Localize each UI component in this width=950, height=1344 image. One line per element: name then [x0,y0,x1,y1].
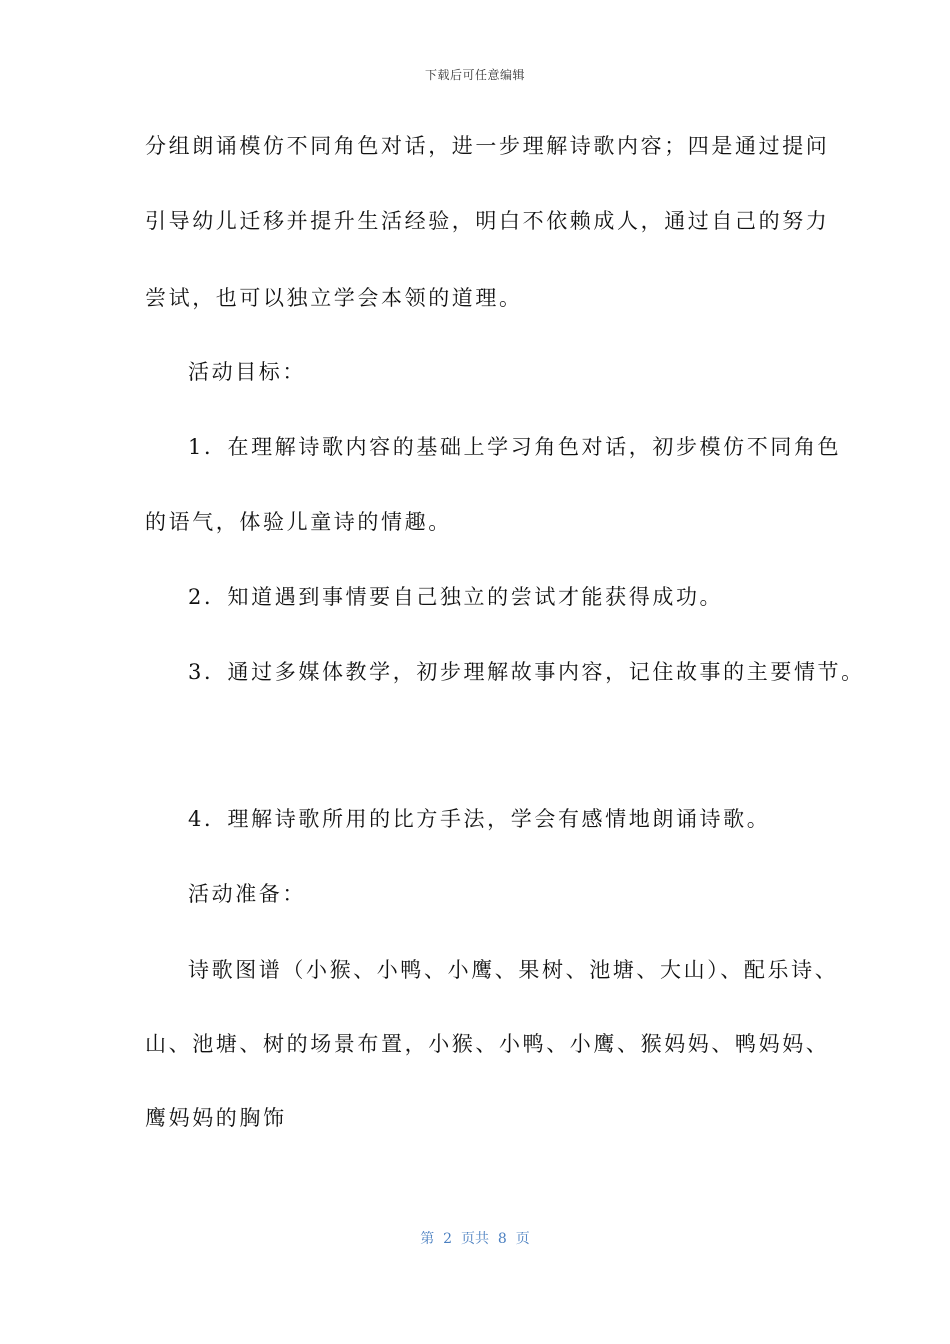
page-footer: 第 2 页共 8 页 [420,1231,530,1247]
paragraph-line: 尝试，也可以独立学会本领的道理。 [145,286,523,310]
goal-item-2: 2．知道遇到事情要自己独立的尝试才能获得成功。 [188,585,724,609]
paragraph-line: 分组朗诵模仿不同角色对话，进一步理解诗歌内容；四是通过提问 [145,134,830,158]
section-heading-preparation: 活动准备： [188,882,306,906]
preparation-line: 诗歌图谱（小猴、小鸭、小鹰、果树、池塘、大山）、配乐诗、 [188,958,839,982]
page-header: 下载后可任意编辑 [424,68,525,82]
preparation-line: 鹰妈妈的胸饰 [145,1106,287,1130]
goal-item-1: 1．在理解诗歌内容的基础上学习角色对话，初步模仿不同角色 [188,435,842,459]
paragraph-line: 引导幼儿迁移并提升生活经验，明白不依赖成人，通过自己的努力 [145,209,830,233]
paragraph-line: 的语气，体验儿童诗的情趣。 [145,510,452,534]
section-heading-goals: 活动目标： [188,360,306,384]
goal-item-4: 4．理解诗歌所用的比方手法，学会有感情地朗诵诗歌。 [188,807,771,831]
preparation-line: 山、池塘、树的场景布置，小猴、小鸭、小鹰、猴妈妈、鸭妈妈、 [145,1032,830,1056]
goal-item-3: 3．通过多媒体教学，初步理解故事内容，记住故事的主要情节。 [188,660,865,684]
